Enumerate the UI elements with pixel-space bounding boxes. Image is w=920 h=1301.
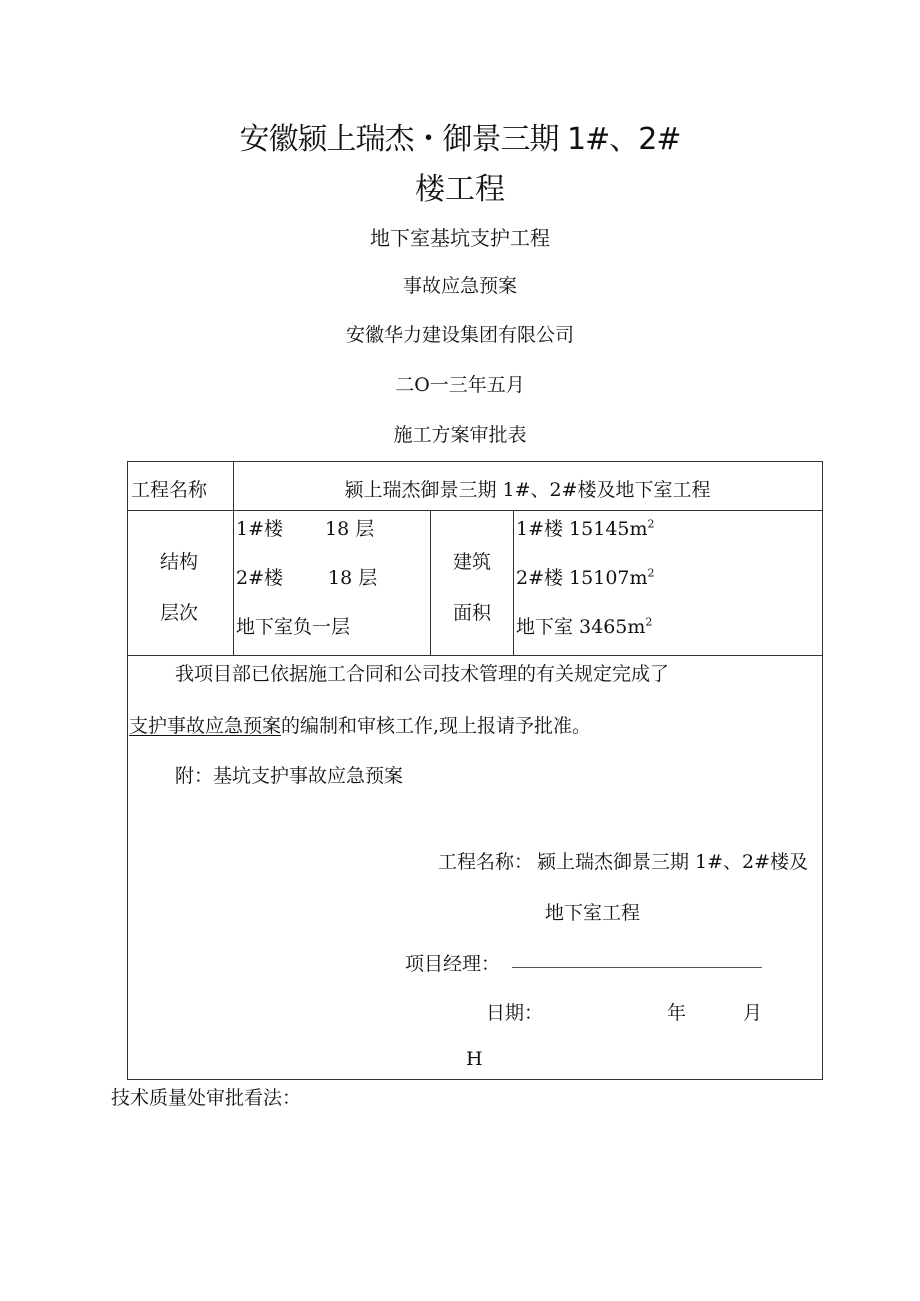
structure-label-2: 层次 [160,602,199,624]
area-text: 2#楼 15107m [516,567,648,589]
sign-project-value-2: 地下室工程 [545,902,641,924]
floor-count: 18 层 [325,518,375,540]
body-statement-line1: 我项目部已依据施工合同和公司技术管理的有关规定完成了 [175,663,670,685]
table-border-right [822,461,823,1080]
floor-building: 地下室负一层 [236,616,351,638]
review-opinion-label: 技术质量处审批看法： [111,1087,302,1109]
area-text: 1#楼 15145m [516,518,648,540]
company-name: 安徽华力建设集团有限公司 [345,324,574,346]
sign-project-value-1: 颍上瑞杰御景三期 1#、2#楼及 [537,851,809,873]
body-statement-line2 [129,711,591,738]
area-unit-sup: 2 [647,566,655,580]
table-rule-1 [127,510,823,511]
document-subtitle: 地下室基坑支护工程 [370,226,550,250]
table-col-divider-2 [430,510,431,656]
floor-count: 18 层 [328,567,378,589]
area-text: 地下室 3465m [516,616,646,638]
day-label: H [466,1048,483,1070]
area-label-2: 面积 [453,602,492,624]
project-name-label: 工程名称 [131,479,208,501]
manager-signature-line [512,967,762,968]
plan-name-underlined: 支护事故应急预案 [129,715,282,737]
table-rule-2 [127,655,823,656]
area-label-1: 建筑 [453,551,492,573]
area-unit-sup: 2 [645,615,653,629]
date-label: 日期： [486,1002,544,1024]
document-type: 事故应急预案 [402,275,517,297]
table-border-left [127,461,128,1080]
year-label: 年 [667,1002,687,1024]
month-label: 月 [743,1002,763,1024]
structure-label-1: 结构 [160,551,199,573]
area-value [516,612,652,639]
floor-building: 2#楼 [236,567,284,589]
form-title: 施工方案审批表 [393,424,527,446]
area-value [516,563,655,590]
table-border-bottom [127,1079,823,1080]
document-title-line1: 安徽颍上瑞杰・御景三期 1#、2# [239,122,681,157]
area-unit-sup: 2 [647,517,655,531]
document-date: 二O一三年五月 [395,374,525,396]
attachment-note: 附：基坑支护事故应急预案 [175,765,404,787]
manager-label: 项目经理： [405,953,501,975]
table-border-top [127,461,823,462]
table-col-divider-3 [513,510,514,656]
body-statement-rest: 的编制和审核工作,现上报请予批准。 [281,715,592,737]
project-name-value: 颍上瑞杰御景三期 1#、2#楼及地下室工程 [344,479,711,501]
area-value [516,514,655,541]
sign-project-label: 工程名称： [438,851,534,873]
document-title-line2: 楼工程 [415,172,505,207]
floor-building: 1#楼 [236,518,284,540]
